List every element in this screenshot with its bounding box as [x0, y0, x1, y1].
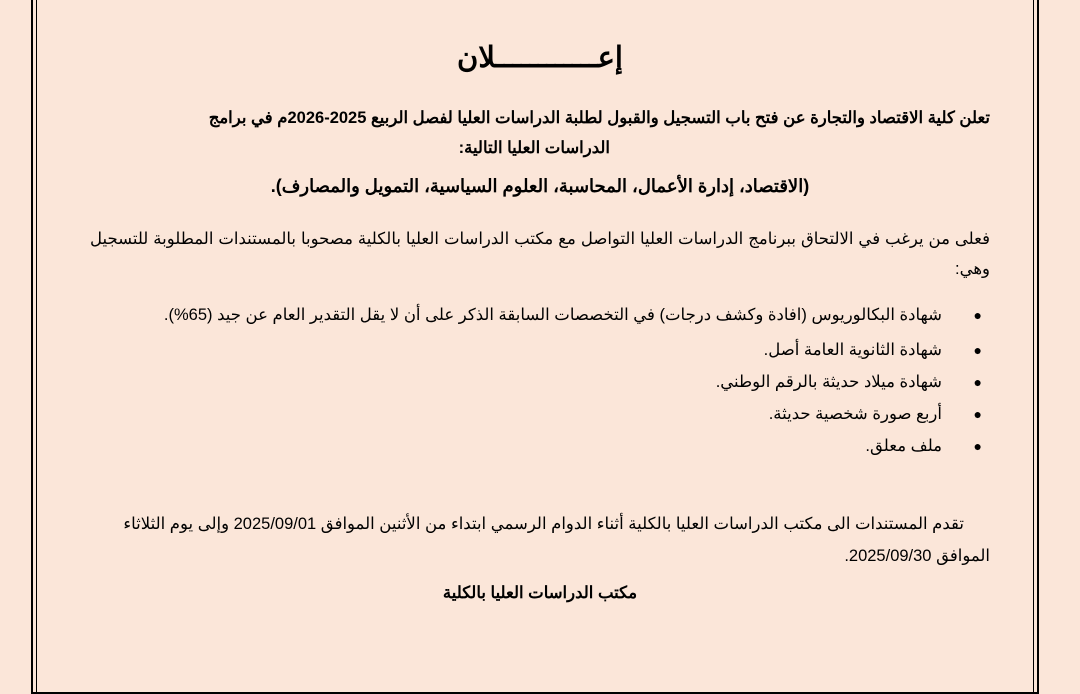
bullet-icon: ●: [973, 374, 982, 390]
bullet-icon: ●: [973, 438, 982, 454]
title-container: [90, 40, 990, 75]
bullet-icon: ●: [973, 342, 982, 358]
bullet-icon: ●: [973, 406, 982, 422]
requirement-text: ملف معلق.: [865, 437, 942, 455]
submission-text: تقدم المستندات الى مكتب الدراسات العليا بالكلية أثناء الدوام الرسمي ابتداء من الأثنين الموافق 2025/09/01 وإلى يوم الثلاثاء الموافق 2025/09/30.: [123, 515, 990, 565]
requirement-text: شهادة ميلاد حديثة بالرقم الوطني.: [715, 373, 942, 391]
bullet-icon: ●: [973, 307, 982, 323]
submission-paragraph: [90, 508, 990, 572]
requirement-text: شهادة البكالوريوس (افادة وكشف درجات) في التخصصات السابقة الذكر على أن لا يقل التقدير العام عن جيد (65%).: [163, 306, 942, 324]
list-item: [90, 300, 990, 330]
intro-paragraph: [90, 103, 990, 163]
list-item: [90, 334, 990, 366]
list-item: [90, 366, 990, 398]
requirement-text: أربع صورة شخصية حديثة.: [768, 405, 942, 423]
list-item: [90, 398, 990, 430]
requirements-list: [90, 300, 990, 462]
list-item: [90, 430, 990, 462]
instruction-paragraph: فعلى من يرغب في الالتحاق ببرنامج الدراسات العليا التواصل مع مكتب الدراسات العليا بالكلية مصحوبا بالمستندات المطلوبة للتسجيل وهي:: [90, 230, 990, 278]
signature-office: مكتب الدراسات العليا بالكلية: [442, 584, 638, 602]
requirement-text: شهادة الثانوية العامة أصل.: [763, 341, 942, 359]
intro-line-1: تعلن كلية الاقتصاد والتجارة عن فتح باب التسجيل والقبول لطلبة الدراسات العليا لفصل الربيع 2025-2026م في برامج: [208, 109, 990, 127]
announcement-title: إعــــــــــــلان: [457, 42, 623, 74]
intro-line-2: الدراسات العليا التالية:: [458, 139, 610, 157]
programs-list: (الاقتصاد، إدارة الأعمال، المحاسبة، العلوم السياسية، التمويل والمصارف).: [270, 176, 810, 196]
